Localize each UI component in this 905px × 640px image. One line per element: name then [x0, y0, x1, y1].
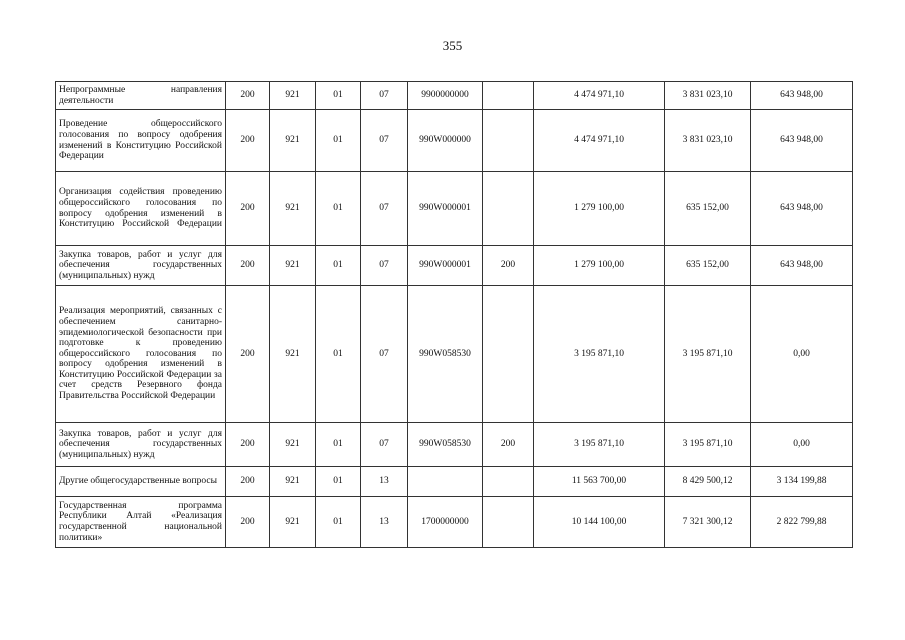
table-row — [56, 467, 853, 497]
table-row — [56, 172, 853, 246]
cell-expense-type — [483, 82, 534, 110]
table-row — [56, 110, 853, 172]
cell-amount-3: 0,00 — [751, 423, 853, 467]
cell-subsection: 07 — [361, 110, 408, 172]
cell-amount-3: 643 948,00 — [751, 172, 853, 246]
cell-section: 01 — [316, 110, 361, 172]
cell-admin: 200 — [226, 82, 270, 110]
cell-ministry: 921 — [270, 172, 316, 246]
row-name: Реализация мероприятий, связанных с обеспечением санитарно-эпидемиологической безопасности при подготовке к проведению общероссийского голосования по вопросу одобрения изменений в Конституцию Российской Федерации за счет средств Резервного фонда Правительства Российской Федерации — [56, 286, 226, 423]
cell-expense-type — [483, 497, 534, 548]
row-name: Закупка товаров, работ и услуг для обеспечения государственных (муниципальных) нужд — [56, 246, 226, 286]
cell-expense-type: 200 — [483, 246, 534, 286]
cell-ministry: 921 — [270, 497, 316, 548]
cell-section: 01 — [316, 423, 361, 467]
cell-expense-type — [483, 172, 534, 246]
cell-ministry: 921 — [270, 82, 316, 110]
cell-amount-1: 3 195 871,10 — [534, 286, 665, 423]
cell-amount-1: 4 474 971,10 — [534, 82, 665, 110]
cell-target-code: 1700000000 — [408, 497, 483, 548]
cell-expense-type — [483, 110, 534, 172]
cell-section: 01 — [316, 467, 361, 497]
cell-subsection: 07 — [361, 172, 408, 246]
cell-amount-1: 1 279 100,00 — [534, 172, 665, 246]
cell-amount-3: 643 948,00 — [751, 246, 853, 286]
cell-admin: 200 — [226, 497, 270, 548]
cell-amount-1: 11 563 700,00 — [534, 467, 665, 497]
table-row — [56, 82, 853, 110]
cell-target-code: 990W000001 — [408, 246, 483, 286]
cell-section: 01 — [316, 286, 361, 423]
cell-expense-type: 200 — [483, 423, 534, 467]
cell-amount-1: 4 474 971,10 — [534, 110, 665, 172]
cell-target-code: 990W000001 — [408, 172, 483, 246]
cell-ministry: 921 — [270, 467, 316, 497]
cell-amount-2: 635 152,00 — [665, 172, 751, 246]
cell-amount-3: 0,00 — [751, 286, 853, 423]
cell-amount-2: 3 195 871,10 — [665, 286, 751, 423]
table-row — [56, 497, 853, 548]
cell-subsection: 13 — [361, 467, 408, 497]
budget-table — [55, 81, 853, 548]
cell-section: 01 — [316, 246, 361, 286]
cell-ministry: 921 — [270, 110, 316, 172]
cell-admin: 200 — [226, 110, 270, 172]
cell-expense-type — [483, 467, 534, 497]
cell-amount-3: 2 822 799,88 — [751, 497, 853, 548]
cell-ministry: 921 — [270, 286, 316, 423]
cell-subsection: 07 — [361, 423, 408, 467]
cell-admin: 200 — [226, 423, 270, 467]
cell-amount-2: 7 321 300,12 — [665, 497, 751, 548]
cell-amount-3: 3 134 199,88 — [751, 467, 853, 497]
cell-subsection: 07 — [361, 286, 408, 423]
cell-ministry: 921 — [270, 246, 316, 286]
table-row — [56, 286, 853, 423]
cell-amount-2: 8 429 500,12 — [665, 467, 751, 497]
cell-target-code: 9900000000 — [408, 82, 483, 110]
cell-target-code: 990W058530 — [408, 286, 483, 423]
cell-admin: 200 — [226, 172, 270, 246]
cell-admin: 200 — [226, 467, 270, 497]
cell-admin: 200 — [226, 286, 270, 423]
cell-section: 01 — [316, 497, 361, 548]
table-row — [56, 423, 853, 467]
cell-amount-2: 635 152,00 — [665, 246, 751, 286]
cell-admin: 200 — [226, 246, 270, 286]
cell-amount-3: 643 948,00 — [751, 110, 853, 172]
row-name: Организация содействия проведению общероссийского голосования по вопросу одобрения изменений в Конституцию Российской Федерации — [56, 172, 226, 246]
cell-amount-1: 3 195 871,10 — [534, 423, 665, 467]
cell-amount-2: 3 195 871,10 — [665, 423, 751, 467]
cell-section: 01 — [316, 82, 361, 110]
cell-amount-1: 10 144 100,00 — [534, 497, 665, 548]
cell-amount-2: 3 831 023,10 — [665, 110, 751, 172]
cell-target-code — [408, 467, 483, 497]
row-name: Закупка товаров, работ и услуг для обеспечения государственных (муниципальных) нужд — [56, 423, 226, 467]
cell-amount-2: 3 831 023,10 — [665, 82, 751, 110]
cell-target-code: 990W000000 — [408, 110, 483, 172]
cell-ministry: 921 — [270, 423, 316, 467]
row-name: Государственная программа Республики Алтай «Реализация государственной национальной политики» — [56, 497, 226, 548]
cell-expense-type — [483, 286, 534, 423]
table-row — [56, 246, 853, 286]
row-name: Проведение общероссийского голосования по вопросу одобрения изменений в Конституцию Российской Федерации — [56, 110, 226, 172]
row-name: Непрограммные направления деятельности — [56, 82, 226, 110]
cell-subsection: 07 — [361, 246, 408, 286]
cell-subsection: 07 — [361, 82, 408, 110]
cell-section: 01 — [316, 172, 361, 246]
page-number: 355 — [442, 38, 463, 53]
cell-subsection: 13 — [361, 497, 408, 548]
cell-target-code: 990W058530 — [408, 423, 483, 467]
row-name: Другие общегосударственные вопросы — [56, 467, 226, 497]
cell-amount-3: 643 948,00 — [751, 82, 853, 110]
cell-amount-1: 1 279 100,00 — [534, 246, 665, 286]
